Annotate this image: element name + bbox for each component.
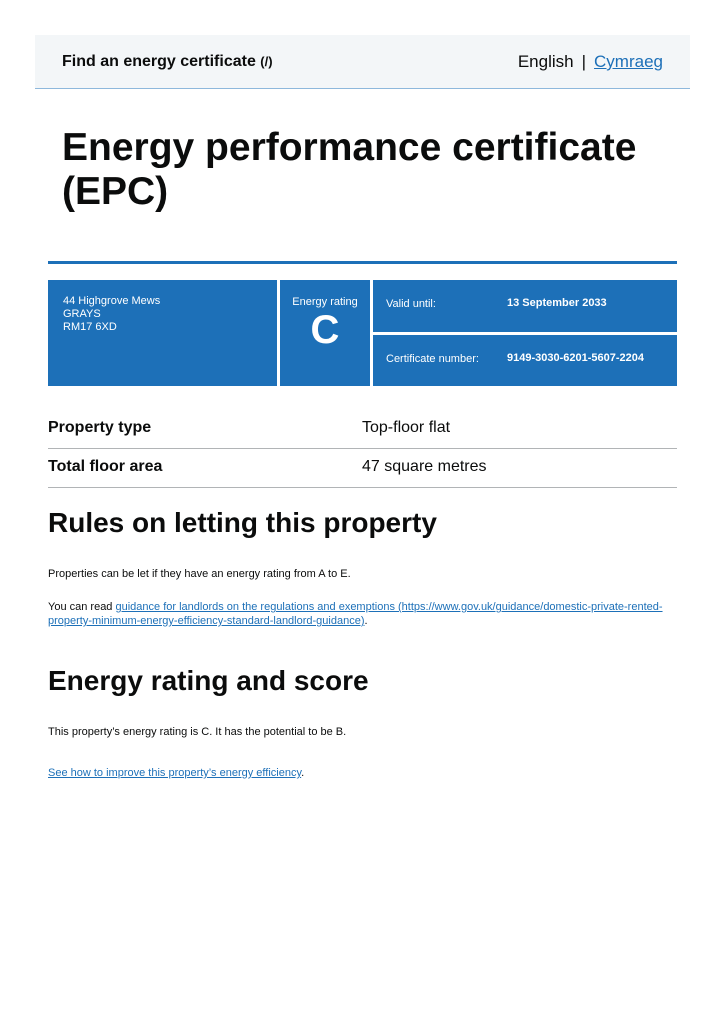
site-header — [35, 35, 690, 89]
property-row — [48, 410, 677, 449]
address-line-1: 44 Highgrove Mews — [63, 295, 161, 307]
certificate-number-value: 9149-3030-6201-5607-2204 — [507, 352, 645, 364]
service-name[interactable] — [62, 53, 273, 71]
landlord-guidance-link[interactable]: guidance for landlords on the regulations and exemptions (https://www.gov.uk/guidance/domestic-private-rented-property-minimum-energy-efficiency-standard-landlord-guidance) — [48, 601, 663, 627]
service-name-text: Find an energy certificate — [62, 53, 256, 70]
energy-rating-paragraph: This property’s energy rating is C. It has the potential to be B. — [48, 726, 347, 738]
property-type-label: Property type — [48, 419, 152, 436]
letting-paragraph-1: Properties can be let if they have an energy rating from A to E. — [48, 568, 351, 580]
lang-cymraeg-link[interactable]: Cymraeg — [594, 52, 663, 71]
improve-efficiency-link[interactable]: See how to improve this property’s energy efficiency — [48, 767, 302, 779]
certificate-number-block — [373, 335, 677, 386]
address-block — [48, 280, 277, 386]
lang-separator: | — [581, 52, 587, 71]
lang-english: English — [517, 52, 574, 71]
energy-rating-block — [280, 280, 370, 386]
letting-paragraph-2-prefix: You can read — [48, 601, 116, 613]
property-summary-list — [48, 410, 677, 488]
energy-rating-label: Energy rating — [292, 296, 358, 308]
improve-efficiency-paragraph — [48, 766, 678, 780]
energy-rating-heading: Energy rating and score — [48, 665, 369, 696]
letting-heading: Rules on letting this property — [48, 507, 437, 538]
address-line-3: RM17 6XD — [63, 321, 117, 333]
property-type-value: Top-floor flat — [362, 419, 451, 436]
address-line-2: GRAYS — [63, 308, 101, 320]
floor-area-label: Total floor area — [48, 458, 163, 475]
energy-rating-value: C — [310, 308, 340, 352]
floor-area-value: 47 square metres — [362, 458, 487, 475]
certificate-number-label: Certificate number: — [386, 353, 479, 365]
page-title: Energy performance certificate (EPC) — [62, 126, 637, 213]
property-row — [48, 449, 677, 488]
letting-paragraph-2-suffix: . — [364, 615, 368, 627]
letting-paragraph-2 — [48, 600, 678, 628]
title-divider — [48, 261, 677, 264]
epc-summary-banner — [48, 280, 677, 386]
valid-until-label: Valid until: — [386, 298, 436, 310]
service-name-link[interactable]: (/) — [260, 54, 273, 69]
valid-until-block — [373, 280, 677, 332]
valid-until-value: 13 September 2033 — [507, 297, 607, 309]
language-switcher — [518, 52, 663, 72]
improve-efficiency-suffix: . — [301, 767, 305, 779]
